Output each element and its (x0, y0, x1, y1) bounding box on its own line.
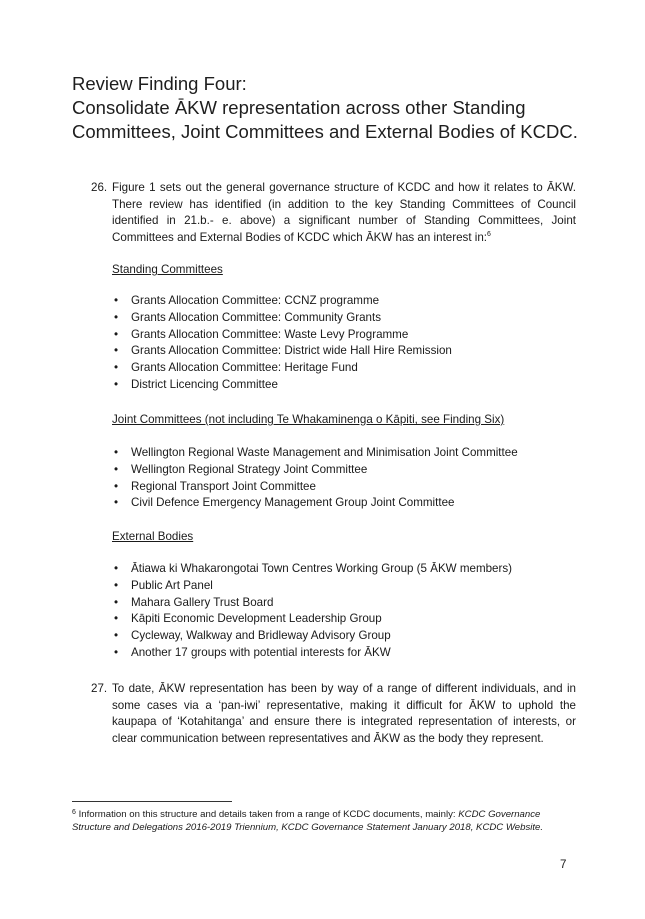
paragraph-number: 27. (91, 682, 108, 695)
heading-line-2: Consolidate ĀKW representation across other Standing (72, 97, 526, 118)
bullet-icon: • (114, 294, 119, 307)
bullet-icon: • (114, 496, 119, 510)
paragraph-body: To date, ĀKW representation has been by way of a range of different individuals, and in some cases via a ‘pan-iwi’ representative, making it difficult for ĀKW to uphold the kaupapa of ‘Kotahitanga’ and ensure there is integrated representation of interests, or clear communication between representatives and ĀKW as the body they represent. (112, 682, 576, 746)
list-item: • Grants Allocation Committee: CCNZ programme (112, 293, 452, 310)
external-bodies-list (112, 561, 512, 662)
list-item: • Public Art Panel (112, 578, 512, 595)
list-item: • Regional Transport Joint Committee (112, 479, 518, 496)
standing-committees-heading: Standing Committees (112, 263, 223, 276)
list-item: • Wellington Regional Strategy Joint Committee (112, 462, 518, 479)
list-item: • Ātiawa ki Whakarongotai Town Centres Working Group (5 ĀKW members) (112, 561, 512, 578)
footnote-lead: Information on this structure and details taken from a range of KCDC documents, mainly: (78, 809, 456, 820)
footnote-sources: KCDC Governance Structure and Delegations 2016-2019 Triennium, KCDC Governance Statement January 2018, KCDC Website. (72, 809, 544, 834)
page-number: 7 (560, 858, 567, 871)
joint-committees-list (112, 445, 518, 512)
heading-line-1: Review Finding Four: (72, 73, 247, 94)
bullet-icon: • (114, 479, 119, 493)
bullet-icon: • (114, 595, 119, 609)
external-bodies-heading: External Bodies (112, 530, 194, 543)
paragraph-text: Figure 1 sets out the general governance structure of KCDC and how it relates to ĀKW. There review has identified (in addition to the key Standing Committees of Council identified in 21.b.- e. above) a significant number of Standing Committees, Joint Committees and External Bodies of KCDC which ĀKW has an interest in: (112, 181, 576, 245)
bullet-icon: • (114, 344, 119, 358)
bullet-icon: • (114, 578, 119, 592)
paragraph-26 (91, 180, 576, 247)
standing-committees-list (112, 293, 452, 394)
finding-heading (72, 72, 612, 144)
paragraph-number: 26. (91, 181, 108, 194)
bullet-icon: • (114, 612, 119, 626)
bullet-icon: • (114, 446, 119, 459)
bullet-icon: • (114, 462, 119, 476)
bullet-icon: • (114, 562, 119, 575)
footnote-marker: 6 (72, 809, 76, 816)
heading-line-3: Committees, Joint Committees and External Bodies of KCDC. (72, 121, 578, 142)
list-item: • Grants Allocation Committee: Community Grants (112, 310, 452, 327)
list-item: • Mahara Gallery Trust Board (112, 595, 512, 612)
list-item: • District Licencing Committee (112, 377, 452, 394)
footnote-separator (72, 801, 232, 802)
list-item: • Kāpiti Economic Development Leadership Group (112, 611, 512, 628)
list-item: • Grants Allocation Committee: District wide Hall Hire Remission (112, 343, 452, 360)
bullet-icon: • (114, 377, 119, 391)
bullet-icon: • (114, 361, 119, 375)
paragraph-27 (91, 681, 576, 748)
footnote (72, 808, 577, 834)
list-item: • Another 17 groups with potential interests for ĀKW (112, 645, 512, 662)
paragraph-body (112, 180, 576, 247)
bullet-icon: • (114, 327, 119, 341)
footnote-reference[interactable]: 6 (487, 231, 491, 239)
list-item: • Wellington Regional Waste Management and Minimisation Joint Committee (112, 445, 518, 462)
joint-committees-heading: Joint Committees (not including Te Whakaminenga o Kāpiti, see Finding Six) (112, 413, 505, 426)
list-item: • Civil Defence Emergency Management Group Joint Committee (112, 495, 518, 512)
list-item: • Cycleway, Walkway and Bridleway Advisory Group (112, 628, 512, 645)
list-item: • Grants Allocation Committee: Waste Levy Programme (112, 327, 452, 344)
bullet-icon: • (114, 310, 119, 324)
bullet-icon: • (114, 645, 119, 659)
bullet-icon: • (114, 629, 119, 643)
list-item: • Grants Allocation Committee: Heritage Fund (112, 360, 452, 377)
